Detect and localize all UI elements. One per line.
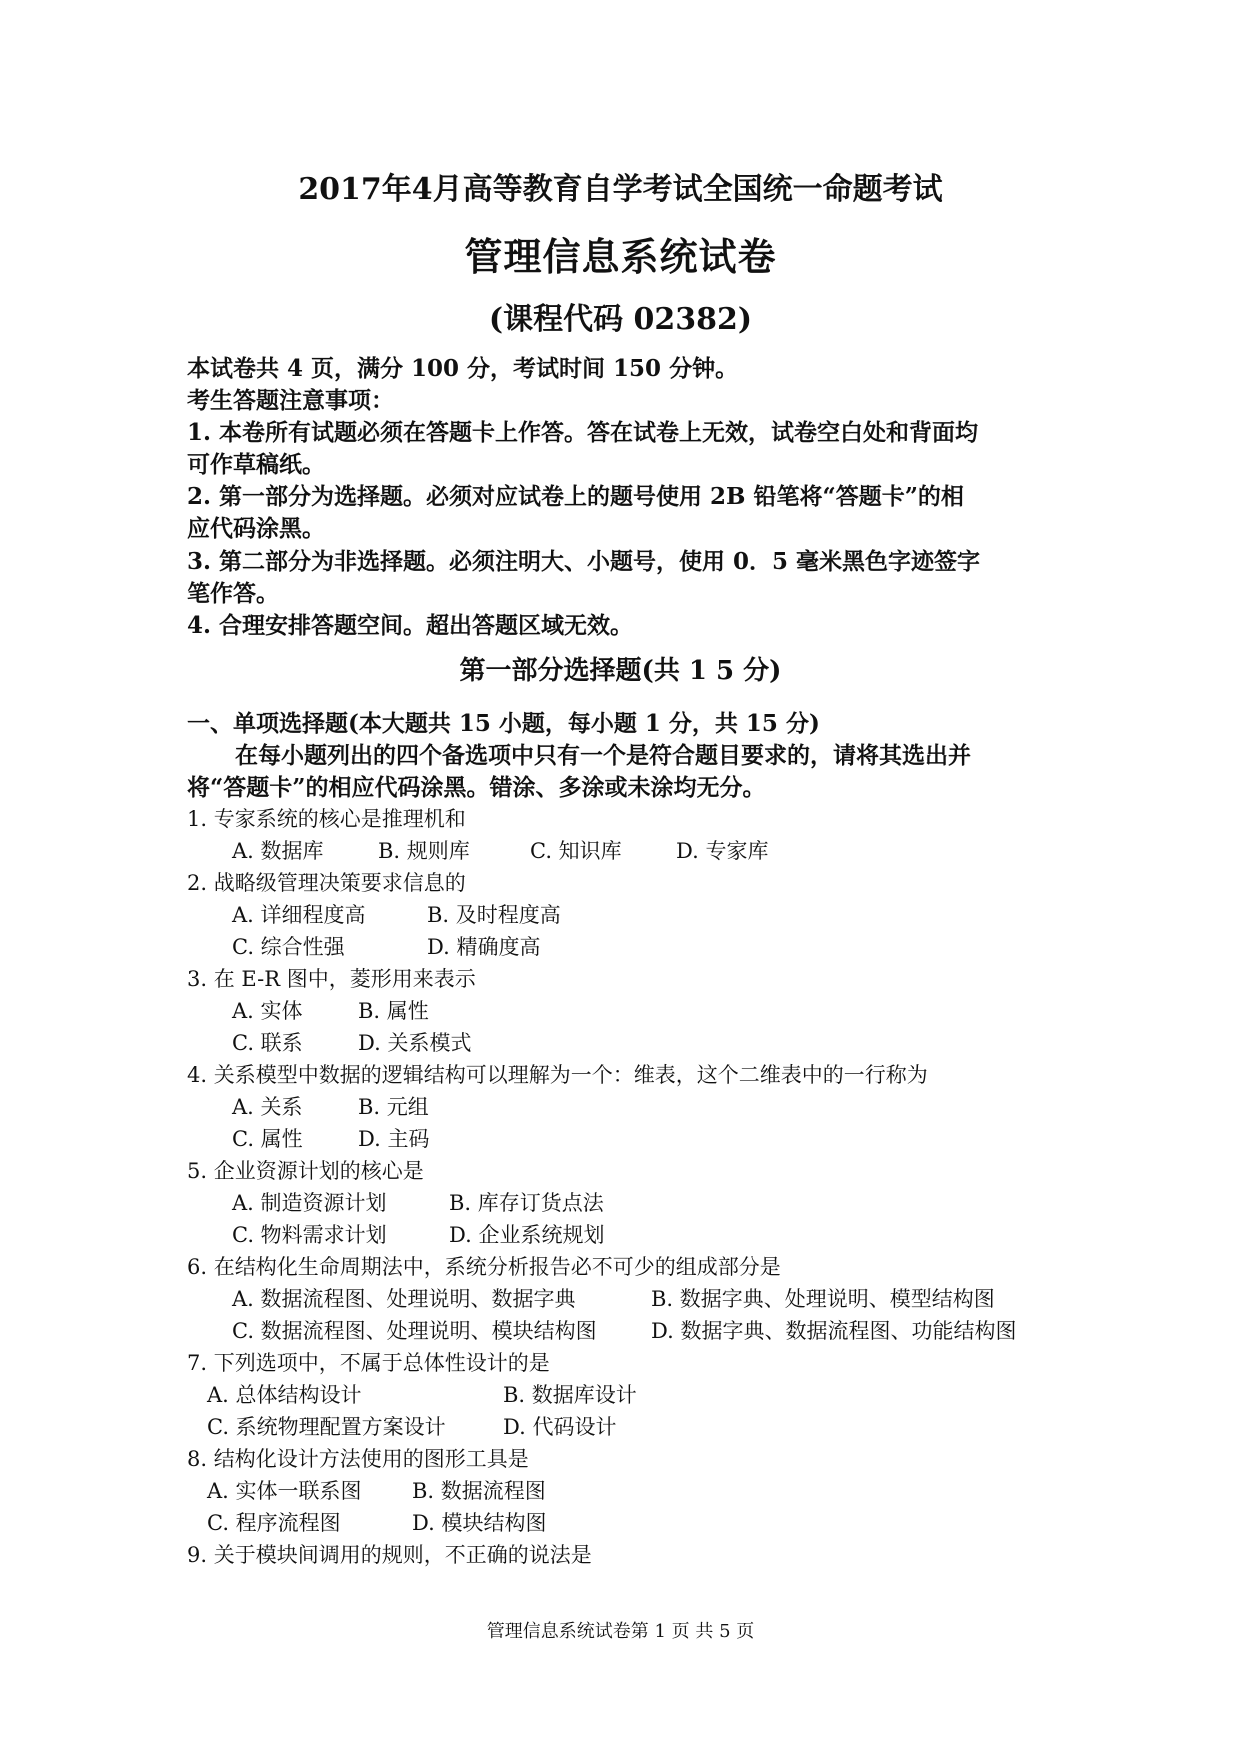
question-5-stem: 5. 企业资源计划的核心是 (187, 1159, 424, 1183)
course-code: (课程代码 02382) (488, 302, 753, 337)
instruction-line-1: 在每小题列出的四个备选项中只有一个是符合题目要求的，请将其选出并 (235, 742, 971, 769)
part-one-title: 第一部分选择题(共 1 5 分) (459, 656, 782, 686)
question-1-stem: 1. 专家系统的核心是推理机和 (187, 807, 466, 831)
q1-option-c: C. 知识库 (530, 839, 622, 863)
q3-option-d: D. 关系模式 (358, 1031, 472, 1055)
q4-option-d: D. 主码 (358, 1127, 430, 1151)
q7-option-d: D. 代码设计 (503, 1415, 617, 1439)
q6-option-b: B. 数据字典、处理说明、模型结构图 (651, 1287, 995, 1311)
q3-option-a: A. 实体 (232, 999, 303, 1023)
notice-2-line-1: 2. 第一部分为选择题。必须对应试卷上的题号使用 2B 铅笔将“答题卡”的相 (187, 483, 964, 510)
question-4-stem: 4. 关系模型中数据的逻辑结构可以理解为一个：维表，这个二维表中的一行称为 (187, 1063, 928, 1087)
q1-option-b: B. 规则库 (378, 839, 470, 863)
q2-option-a: A. 详细程度高 (232, 903, 366, 927)
q4-option-b: B. 元组 (358, 1095, 429, 1119)
q6-option-c: C. 数据流程图、处理说明、模块结构图 (232, 1319, 597, 1343)
q3-option-c: C. 联系 (232, 1031, 303, 1055)
notice-3-line-1: 3. 第二部分为非选择题。必须注明大、小题号，使用 0．5 毫米黑色字迹签字 (187, 548, 981, 575)
q1-option-a: A. 数据库 (232, 839, 324, 863)
q5-option-a: A. 制造资源计划 (232, 1191, 387, 1215)
q6-option-d: D. 数据字典、数据流程图、功能结构图 (651, 1319, 1017, 1343)
q8-option-a: A. 实体一联系图 (207, 1479, 362, 1503)
q8-option-b: B. 数据流程图 (412, 1479, 546, 1503)
notice-4-line-1: 4. 合理安排答题空间。超出答题区域无效。 (187, 612, 634, 639)
q8-option-d: D. 模块结构图 (412, 1511, 547, 1535)
q6-option-a: A. 数据流程图、处理说明、数据字典 (232, 1287, 576, 1311)
question-2-stem: 2. 战略级管理决策要求信息的 (187, 871, 466, 895)
question-3-stem: 3. 在 E-R 图中，菱形用来表示 (187, 967, 476, 991)
page-footer: 管理信息系统试卷第 1 页 共 5 页 (486, 1621, 755, 1642)
exam-summary: 本试卷共 4 页，满分 100 分，考试时间 150 分钟。 (187, 355, 739, 382)
instruction-line-2: 将“答题卡”的相应代码涂黑。错涂、多涂或未涂均无分。 (187, 774, 766, 801)
q3-option-b: B. 属性 (358, 999, 429, 1023)
q2-option-c: C. 综合性强 (232, 935, 345, 959)
question-6-stem: 6. 在结构化生命周期法中，系统分析报告必不可少的组成部分是 (187, 1255, 781, 1279)
q8-option-c: C. 程序流程图 (207, 1511, 341, 1535)
q7-option-b: B. 数据库设计 (503, 1383, 637, 1407)
section-heading: 一、单项选择题(本大题共 15 小题，每小题 1 分，共 15 分) (187, 710, 820, 737)
q5-option-c: C. 物料需求计划 (232, 1223, 387, 1247)
question-7-stem: 7. 下列选项中，不属于总体性设计的是 (187, 1351, 550, 1375)
q4-option-a: A. 关系 (232, 1095, 303, 1119)
q7-option-c: C. 系统物理配置方案设计 (207, 1415, 446, 1439)
q5-option-d: D. 企业系统规划 (449, 1223, 605, 1247)
notice-2-line-2: 应代码涂黑。 (187, 515, 325, 542)
question-8-stem: 8. 结构化设计方法使用的图形工具是 (187, 1447, 529, 1471)
notice-1-line-1: 1. 本卷所有试题必须在答题卡上作答。答在试卷上无效，试卷空白处和背面均 (187, 419, 979, 446)
question-9-stem: 9. 关于模块间调用的规则，不正确的说法是 (187, 1543, 592, 1567)
q2-option-d: D. 精确度高 (427, 935, 541, 959)
notice-3-line-2: 笔作答。 (187, 580, 279, 607)
exam-title: 2017年4月高等教育自学考试全国统一命题考试 (298, 172, 943, 207)
notice-heading: 考生答题注意事项： (187, 387, 394, 414)
notice-1-line-2: 可作草稿纸。 (187, 451, 325, 478)
q1-option-d: D. 专家库 (676, 839, 769, 863)
paper-title: 管理信息系统试卷 (464, 234, 777, 279)
q5-option-b: B. 库存订货点法 (449, 1191, 604, 1215)
q4-option-c: C. 属性 (232, 1127, 303, 1151)
q7-option-a: A. 总体结构设计 (207, 1383, 362, 1407)
q2-option-b: B. 及时程度高 (427, 903, 561, 927)
